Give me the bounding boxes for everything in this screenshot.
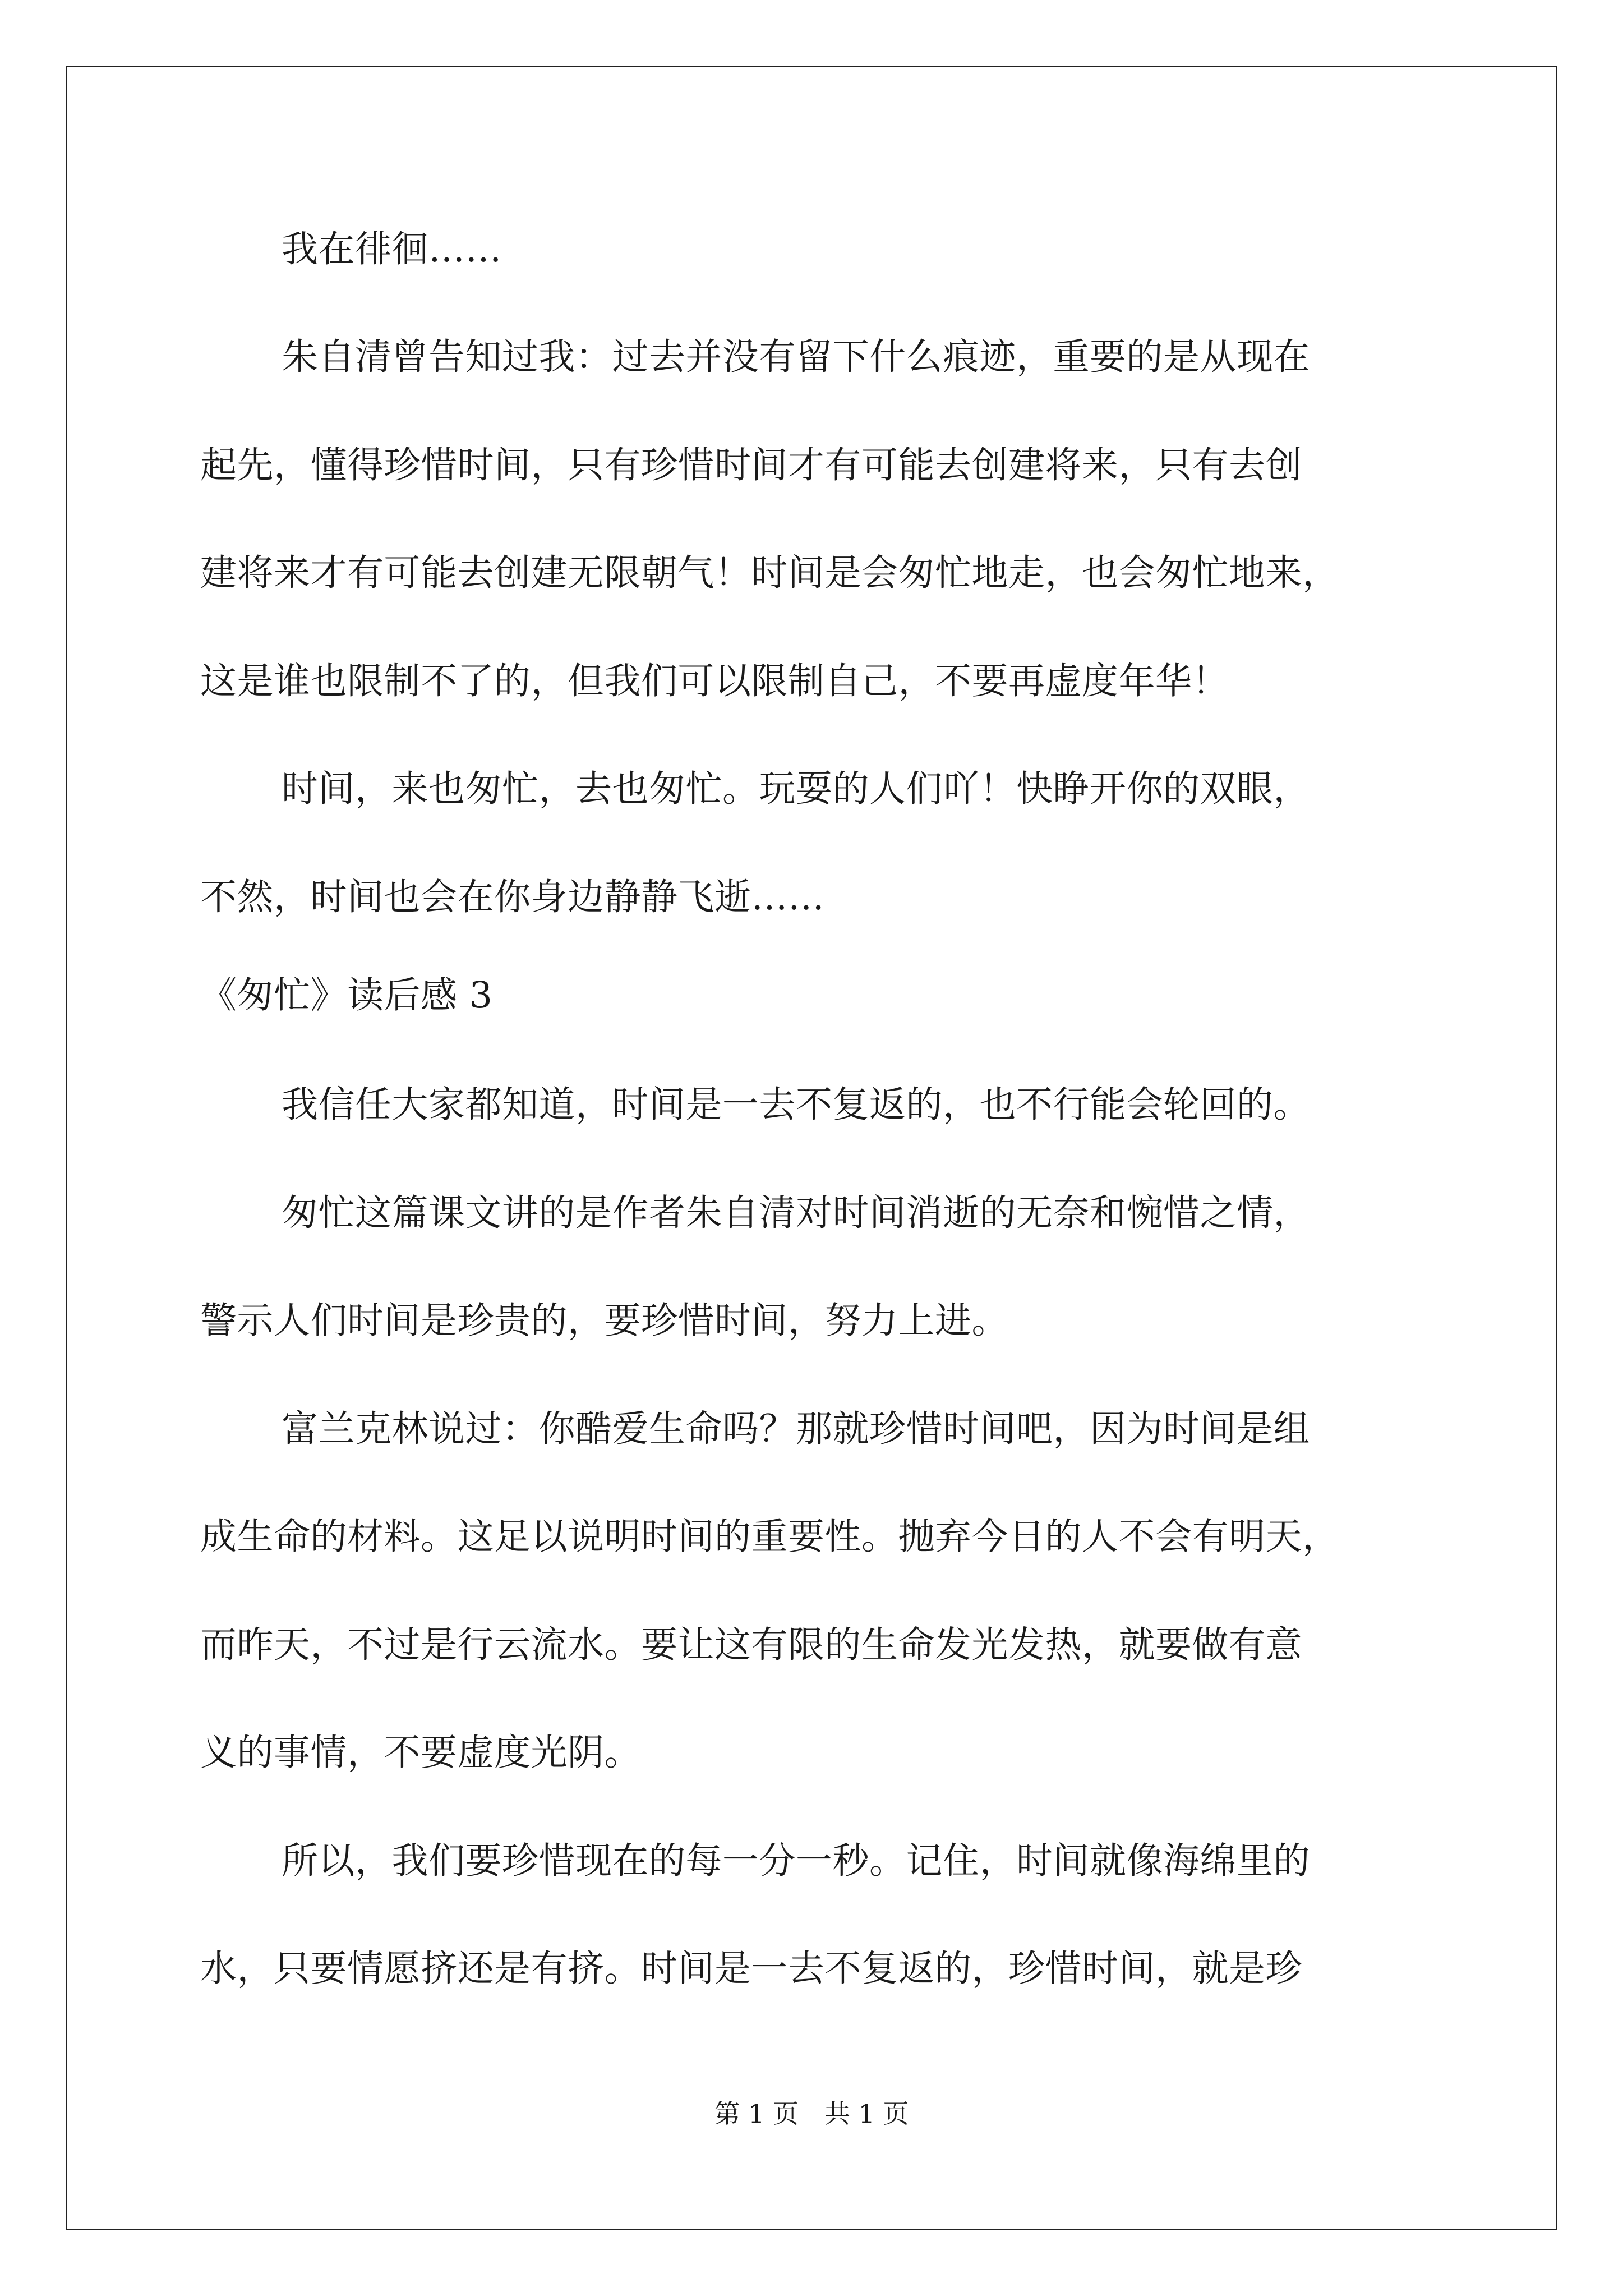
paragraph-line: 建将来才有可能去创建无限朝气！时间是会匆忙地走，也会匆忙地来， [200,552,1339,594]
paragraph-line: 起先，懂得珍惜时间，只有珍惜时间才有可能去创建将来，只有去创 [200,444,1303,486]
paragraph-line: 朱自清曾告知过我：过去并没有留下什么痕迹，重要的是从现在 [282,336,1311,378]
paragraph-line: 富兰克林说过：你酷爱生命吗？那就珍惜时间吧，因为时间是组 [282,1408,1311,1450]
paragraph-line: 义的事情，不要虚度光阴。 [200,1732,642,1774]
paragraph-line: 我信任大家都知道，时间是一去不复返的，也不行能会轮回的。 [282,1084,1311,1126]
paragraph-line: 不然，时间也会在你身边静静飞逝…… [200,876,825,918]
paragraph-line: 时间，来也匆忙，去也匆忙。玩耍的人们吖！快睁开你的双眼， [282,768,1311,810]
paragraph-line: 所以，我们要珍惜现在的每一分一秒。记住，时间就像海绵里的 [282,1840,1311,1882]
paragraph-line: 水，只要情愿挤还是有挤。时间是一去不复返的，珍惜时间，就是珍 [200,1948,1303,1990]
paragraph-line: 而昨天，不过是行云流水。要让这有限的生命发光发热，就要做有意 [200,1624,1303,1666]
paragraph-line: 警示人们时间是珍贵的，要珍惜时间，努力上进。 [200,1300,1009,1342]
page-number-footer: 第 1 页 共 1 页 [714,2099,909,2129]
paragraph-line: 这是谁也限制不了的，但我们可以限制自己，不要再虚度年华！ [200,660,1229,702]
section-heading: 《匆忙》读后感 3 [200,974,493,1016]
paragraph-line: 匆忙这篇课文讲的是作者朱自清对时间消逝的无奈和惋惜之情， [282,1192,1311,1234]
page-border [66,66,1557,2230]
paragraph-line: 成生命的材料。这足以说明时间的重要性。抛弃今日的人不会有明天， [200,1516,1339,1558]
paragraph-line: 我在徘徊…… [282,228,502,270]
